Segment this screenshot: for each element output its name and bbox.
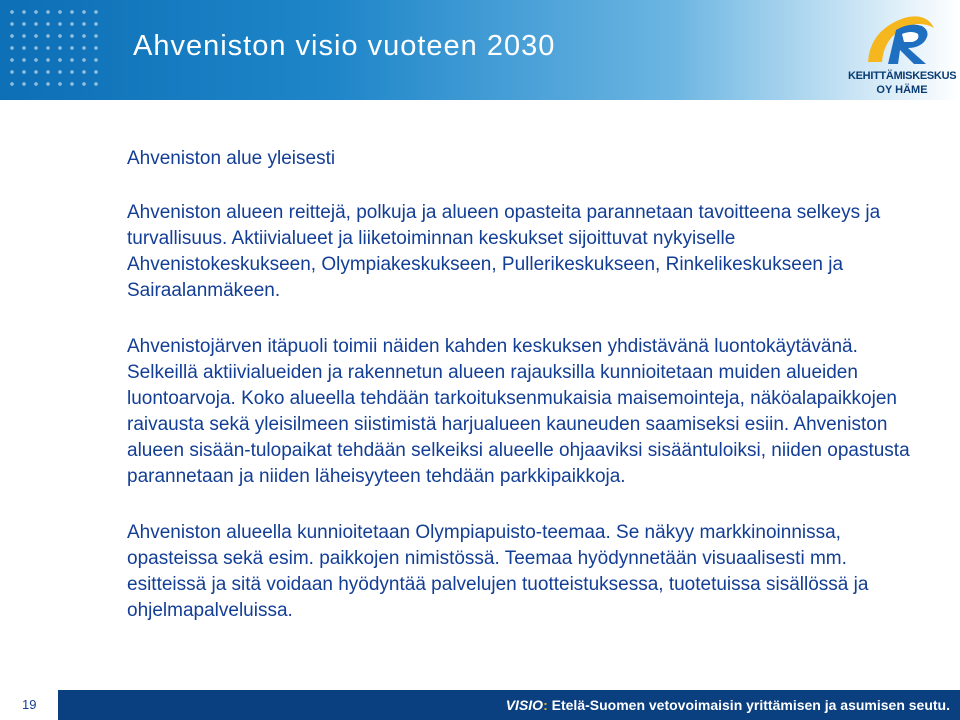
decorative-dot-grid — [6, 6, 104, 86]
footer-colon: : — [543, 697, 548, 713]
header-bar — [0, 0, 960, 100]
paragraph-routes: Ahveniston alueen reittejä, polkuja ja alueen opasteita parannetaan tavoitteena selkeys ja turvallisuus. Aktiivialueet ja liiketoiminnan keskukset sijoittuvat nykyiselle Ahvenistokeskukseen, Olympiakeskukseen, Pullerikeskukseen, Rinkelikeskukseen ja Sairaalanmäkeen. — [127, 202, 881, 301]
footer-slogan-text: Etelä-Suomen vetovoimaisin yrittämisen ja asumisen seutu. — [547, 697, 950, 713]
logo-mark-icon — [864, 10, 940, 68]
slide-title: Ahveniston visio vuoteen 2030 — [133, 30, 556, 62]
company-logo — [848, 10, 956, 96]
page-number: 19 — [22, 697, 37, 712]
footer-slogan — [506, 697, 950, 713]
page-number-box — [0, 690, 58, 720]
logo-text-line1: KEHITTÄMISKESKUS — [848, 70, 957, 82]
logo-text-line2: OY HÄME — [876, 84, 928, 96]
footer-brand: VISIO — [505, 697, 544, 713]
footer-bar — [0, 690, 960, 720]
slide-body — [127, 145, 917, 654]
paragraph-nature-corridor: Ahvenistojärven itäpuoli toimii näiden kahden keskuksen yhdistävänä luontokäytävänä. Selkeillä aktiivialueiden ja rakennetun alueen rajauksilla kunnioitetaan muiden alueiden luontoarvoja. Koko alueella tehdään tarkoituksenmukaisia maisemointeja, näköalapaikkojen raivausta sekä yleisilmeen siistimistä harjualueen kauneuden saamiseksi esiin. Ahveniston alueen sisään-tulopaikat tehdään selkeiksi alueelle ohjaaviksi sisääntuloiksi, niiden opastusta parannetaan ja niiden läheisyyteen tehdään parkkipaikkoja. — [127, 336, 910, 487]
paragraph-olympic-theme: Ahveniston alueella kunnioitetaan Olympiapuisto-teemaa. Se näkyy markkinoinnissa, opasteissa sekä esim. paikkojen nimistössä. Teemaa hyödynnetään visuaalisesti mm. esitteissä ja sitä voidaan hyödyntää palvelujen tuotteistuksessa, tuotetuissa sisällössä ja ohjelmapalveluissa. — [127, 522, 869, 621]
section-heading: Ahveniston alue yleisesti — [127, 148, 336, 169]
